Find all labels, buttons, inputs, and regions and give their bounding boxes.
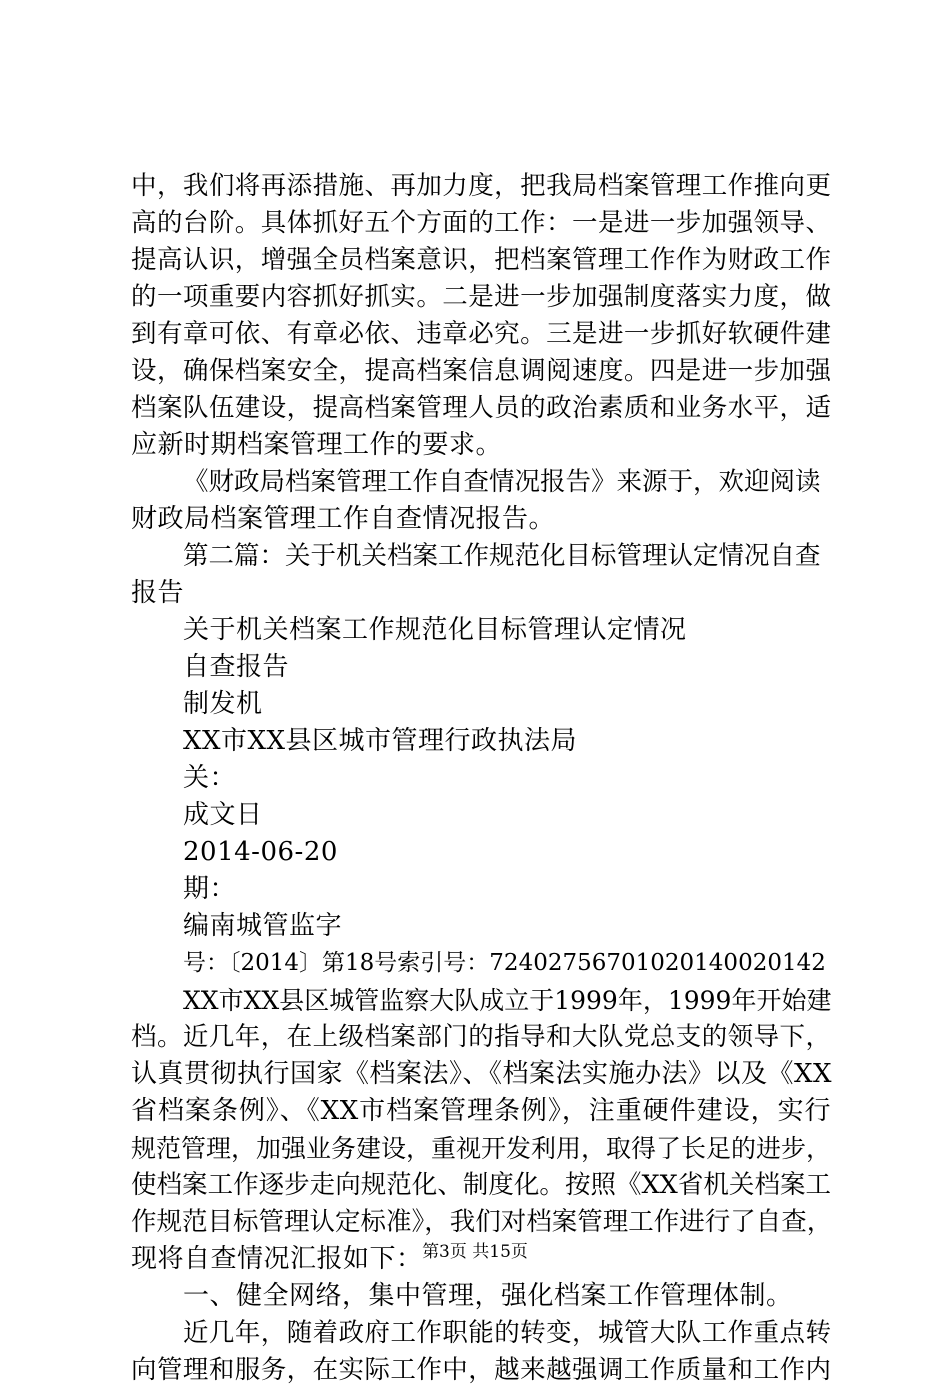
- text-line: XX市XX县区城管监察大队成立于1999年，1999年开始建: [183, 986, 832, 1015]
- text-line: 的一项重要内容抓好抓实。二是进一步加强制度落实力度，做: [131, 282, 831, 312]
- text-line: 报告: [131, 578, 185, 608]
- text-line: 高的台阶。具体抓好五个方面的工作：一是进一步加强领导、: [131, 208, 831, 238]
- text-line: 现将自查情况汇报如下：: [131, 1244, 423, 1274]
- text-line: 省档案条例》、《XX市档案管理条例》，注重硬件建设，实行: [131, 1096, 831, 1126]
- text-line: 自查报告: [183, 652, 290, 682]
- text-line: 编南城管监字: [183, 911, 343, 941]
- text-line: 提高认识，增强全员档案意识，把档案管理工作作为财政工作: [131, 245, 831, 275]
- text-line: 期：: [183, 874, 237, 904]
- text-line: 《财政局档案管理工作自查情况报告》来源于，欢迎阅读: [183, 467, 821, 497]
- text-line: 规范管理，加强业务建设，重视开发利用，取得了长足的进步，: [131, 1134, 832, 1163]
- text-line: 作规范目标管理认定标准》，我们对档案管理工作进行了自查，: [131, 1207, 833, 1237]
- text-line: 档。近几年，在上级档案部门的指导和大队党总支的领导下，: [131, 1022, 831, 1052]
- text-line: 制发机: [183, 689, 263, 719]
- text-line: 号：〔2014〕第18号索引号：72402756701020140020142: [183, 950, 826, 976]
- text-line: 关于机关档案工作规范化目标管理认定情况: [183, 615, 687, 645]
- text-line: 近几年，随着政府工作职能的转变，城管大队工作重点转: [183, 1318, 831, 1348]
- text-line: 档案队伍建设，提高档案管理人员的政治素质和业务水平，适: [131, 393, 831, 423]
- text-line: 中，我们将再添措施、再加力度，把我局档案管理工作推向更: [131, 171, 831, 201]
- text-line: 到有章可依、有章必依、违章必究。三是进一步抓好软硬件建: [131, 319, 831, 349]
- text-line: 关：: [183, 763, 237, 793]
- text-line: 设，确保档案安全，提高档案信息调阅速度。四是进一步加强: [131, 356, 831, 386]
- text-line: XX市XX县区城市管理行政执法局: [183, 726, 578, 756]
- page-footer: [0, 1240, 950, 1264]
- text-line: 成文日: [183, 800, 263, 830]
- text-line: 向管理和服务，在实际工作中，越来越强调工作质量和工作内: [131, 1355, 831, 1385]
- text-line: 应新时期档案管理工作的要求。: [131, 430, 503, 460]
- text-line: 认真贯彻执行国家《档案法》、《档案法实施办法》以及《XX: [131, 1059, 833, 1089]
- text-line: 使档案工作逐步走向规范化、制度化。按照《XX省机关档案工: [131, 1170, 831, 1200]
- text-line: 财政局档案管理工作自查情况报告。: [131, 504, 556, 534]
- text-line: 第二篇：关于机关档案工作规范化目标管理认定情况自查: [183, 541, 821, 571]
- text-line: 一、健全网络，集中管理，强化档案工作管理体制。: [183, 1281, 793, 1311]
- document-body: [131, 168, 831, 1389]
- text-line: 2014-06-20: [183, 837, 338, 867]
- page-number: 第3页 共15页: [422, 1242, 528, 1262]
